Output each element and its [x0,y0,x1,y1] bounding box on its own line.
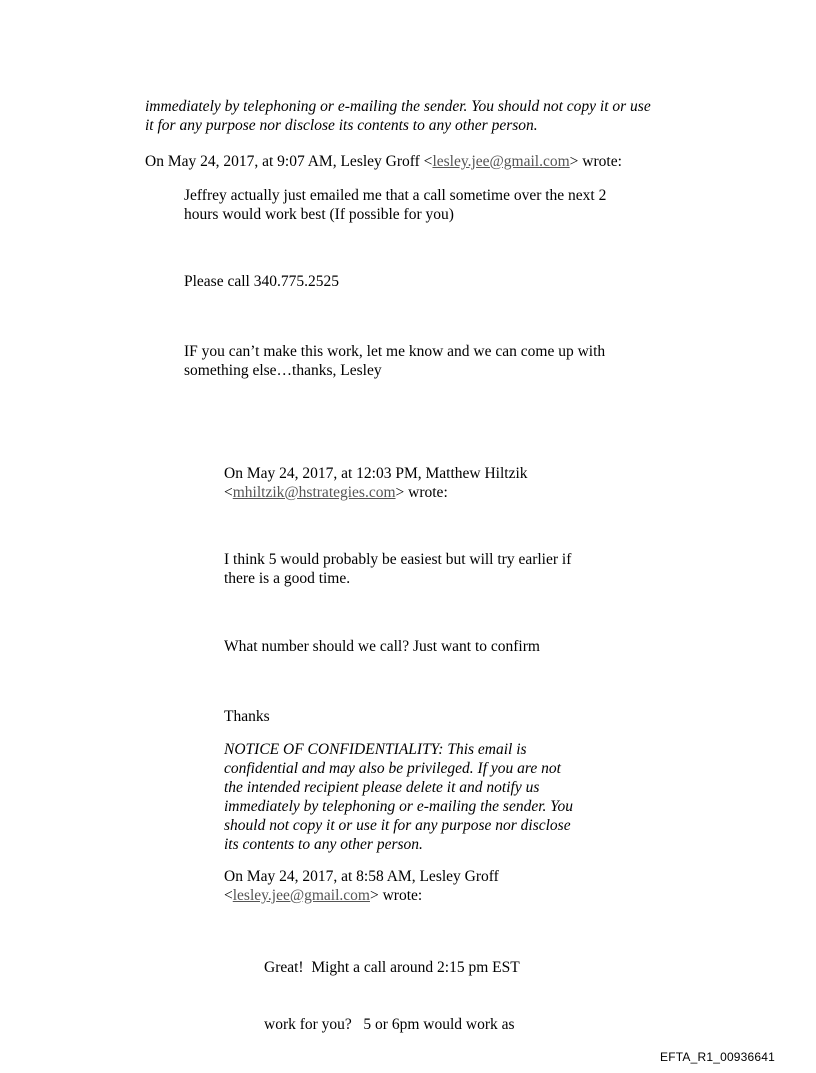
top-confidentiality-notice [145,97,651,135]
header-line [224,886,499,905]
email-link[interactable]: lesley.jee@gmail.com [432,153,570,170]
email-link[interactable]: mhiltzik@hstrategies.com [232,484,396,501]
message-line: there is a good time. [224,570,351,587]
message-paragraph [224,550,571,588]
header-prefix: < [224,887,233,904]
header-prefix: < [224,484,233,501]
message-line: Jeffrey actually just emailed me that a call sometime over the next 2 [184,187,607,204]
header-prefix: On May 24, 2017, at 9:07 AM, Lesley Groff < [145,153,433,170]
notice-line: its contents to any other person. [224,836,423,853]
message-line: Great! Might a call around 2:15 pm EST [264,959,520,976]
notice-line: immediately by telephoning or e-mailing the sender. You should not copy it or use [145,98,651,115]
message-line: something else…thanks, Lesley [184,362,382,379]
notice-line: confidential and may also be privileged. If you are not [224,760,561,777]
confidentiality-notice [224,740,573,854]
email-link[interactable]: lesley.jee@gmail.com [232,887,370,904]
message-paragraph: What number should we call? Just want to confirm [224,638,540,655]
notice-line: immediately by telephoning or e-mailing the sender. You [224,798,573,815]
reply-header-lesley-907 [145,152,622,171]
header-line: On May 24, 2017, at 8:58 AM, Lesley Groff [224,868,499,885]
message-line: work for you? 5 or 6pm would work as [264,1016,515,1033]
message-paragraph [264,920,520,1053]
message-line: IF you can’t make this work, let me know and we can come up with [184,343,606,360]
header-suffix: > wrote: [395,484,448,501]
header-line [224,483,528,502]
message-line: hours would work best (If possible for you) [184,206,454,223]
message-line: I think 5 would probably be easiest but will try earlier if [224,551,572,568]
message-paragraph: Thanks [224,708,270,725]
phone-paragraph: Please call 340.775.2525 [184,273,339,290]
notice-line: the intended recipient please delete it and notify us [224,779,540,796]
message-paragraph [184,342,605,380]
notice-line: NOTICE OF CONFIDENTIALITY: This email is [224,741,527,758]
header-suffix: > wrote: [569,153,622,170]
notice-line: should not copy it or use it for any purpose nor disclose [224,817,571,834]
reply-header-matthew [224,464,528,502]
reply-header-lesley-858 [224,867,499,905]
header-suffix: > wrote: [369,887,423,904]
notice-line: it for any purpose nor disclose its contents to any other person. [145,117,538,134]
message-paragraph [184,186,606,224]
header-line: On May 24, 2017, at 12:03 PM, Matthew Hiltzik [224,465,528,482]
document-id: EFTA_R1_00936641 [660,1050,776,1064]
